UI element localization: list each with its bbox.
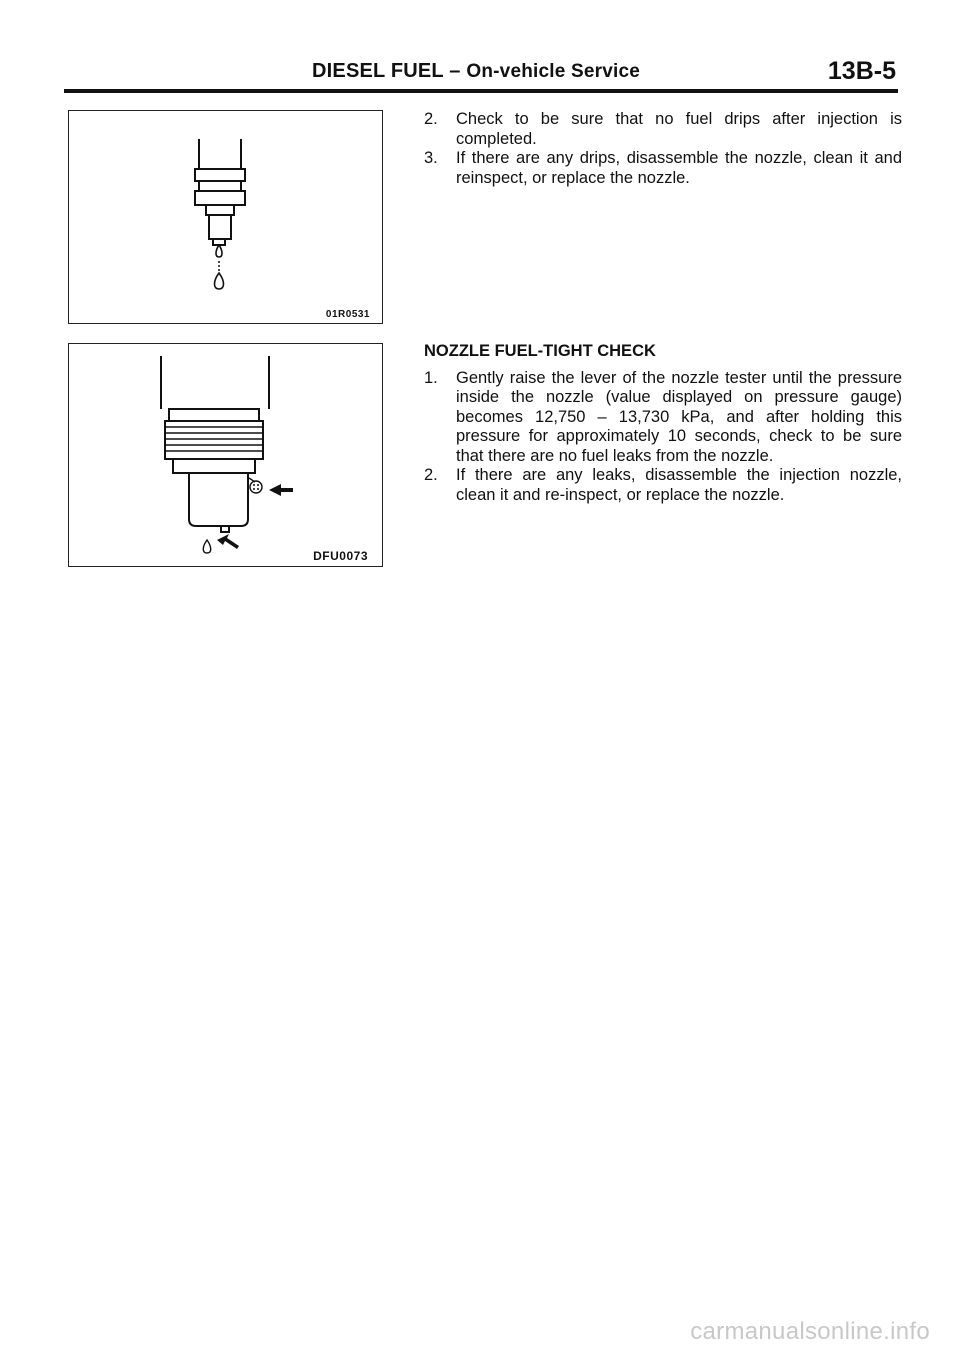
- item-text: Check to be sure that no fuel drips after injection is completed.: [456, 110, 902, 148]
- nozzle-drip-illustration: [69, 111, 382, 323]
- figure-nozzle-leak: [68, 343, 383, 567]
- item-number: 1.: [424, 368, 438, 387]
- title-dash: –: [449, 60, 461, 82]
- figure-code: DFU0073: [313, 549, 368, 563]
- section-heading: NOZZLE FUEL-TIGHT CHECK: [424, 342, 656, 360]
- figure-nozzle-drip: [68, 110, 383, 324]
- drip-check-section: [424, 110, 902, 188]
- page-number: 13B-5: [827, 57, 896, 85]
- figure-code: 01R0531: [325, 309, 370, 320]
- section-subtitle: On-vehicle Service: [466, 61, 640, 82]
- list-item: [424, 110, 902, 149]
- section-title: [312, 60, 640, 83]
- fuel-tight-check-section: [424, 342, 902, 505]
- item-text: If there are any drips, disassemble the nozzle, clean it and reinspect, or replace the nozzle.: [456, 149, 902, 187]
- item-number: 3.: [424, 149, 438, 167]
- section-title-main: DIESEL FUEL: [312, 60, 444, 82]
- nozzle-leak-illustration: [69, 344, 382, 566]
- item-number: 2.: [424, 466, 438, 484]
- item-text: Gently raise the lever of the nozzle tester until the pressure inside the nozzle (value displayed on pressure gauge) becomes 12,750 – 13,730 kPa, and after holding this pressure for approximately 10 seconds, check to be sure that there are no fuel leaks from the nozzle.: [456, 368, 902, 465]
- list-item: [424, 369, 902, 467]
- list-item: [424, 149, 902, 188]
- list-item: [424, 466, 902, 505]
- item-number: 2.: [424, 110, 438, 128]
- header-rule: [64, 89, 898, 93]
- item-text: If there are any leaks, disassemble the injection nozzle, clean it and re-inspect, or replace the nozzle.: [456, 466, 902, 504]
- watermark-text: carmanualsonline.info: [690, 1318, 930, 1345]
